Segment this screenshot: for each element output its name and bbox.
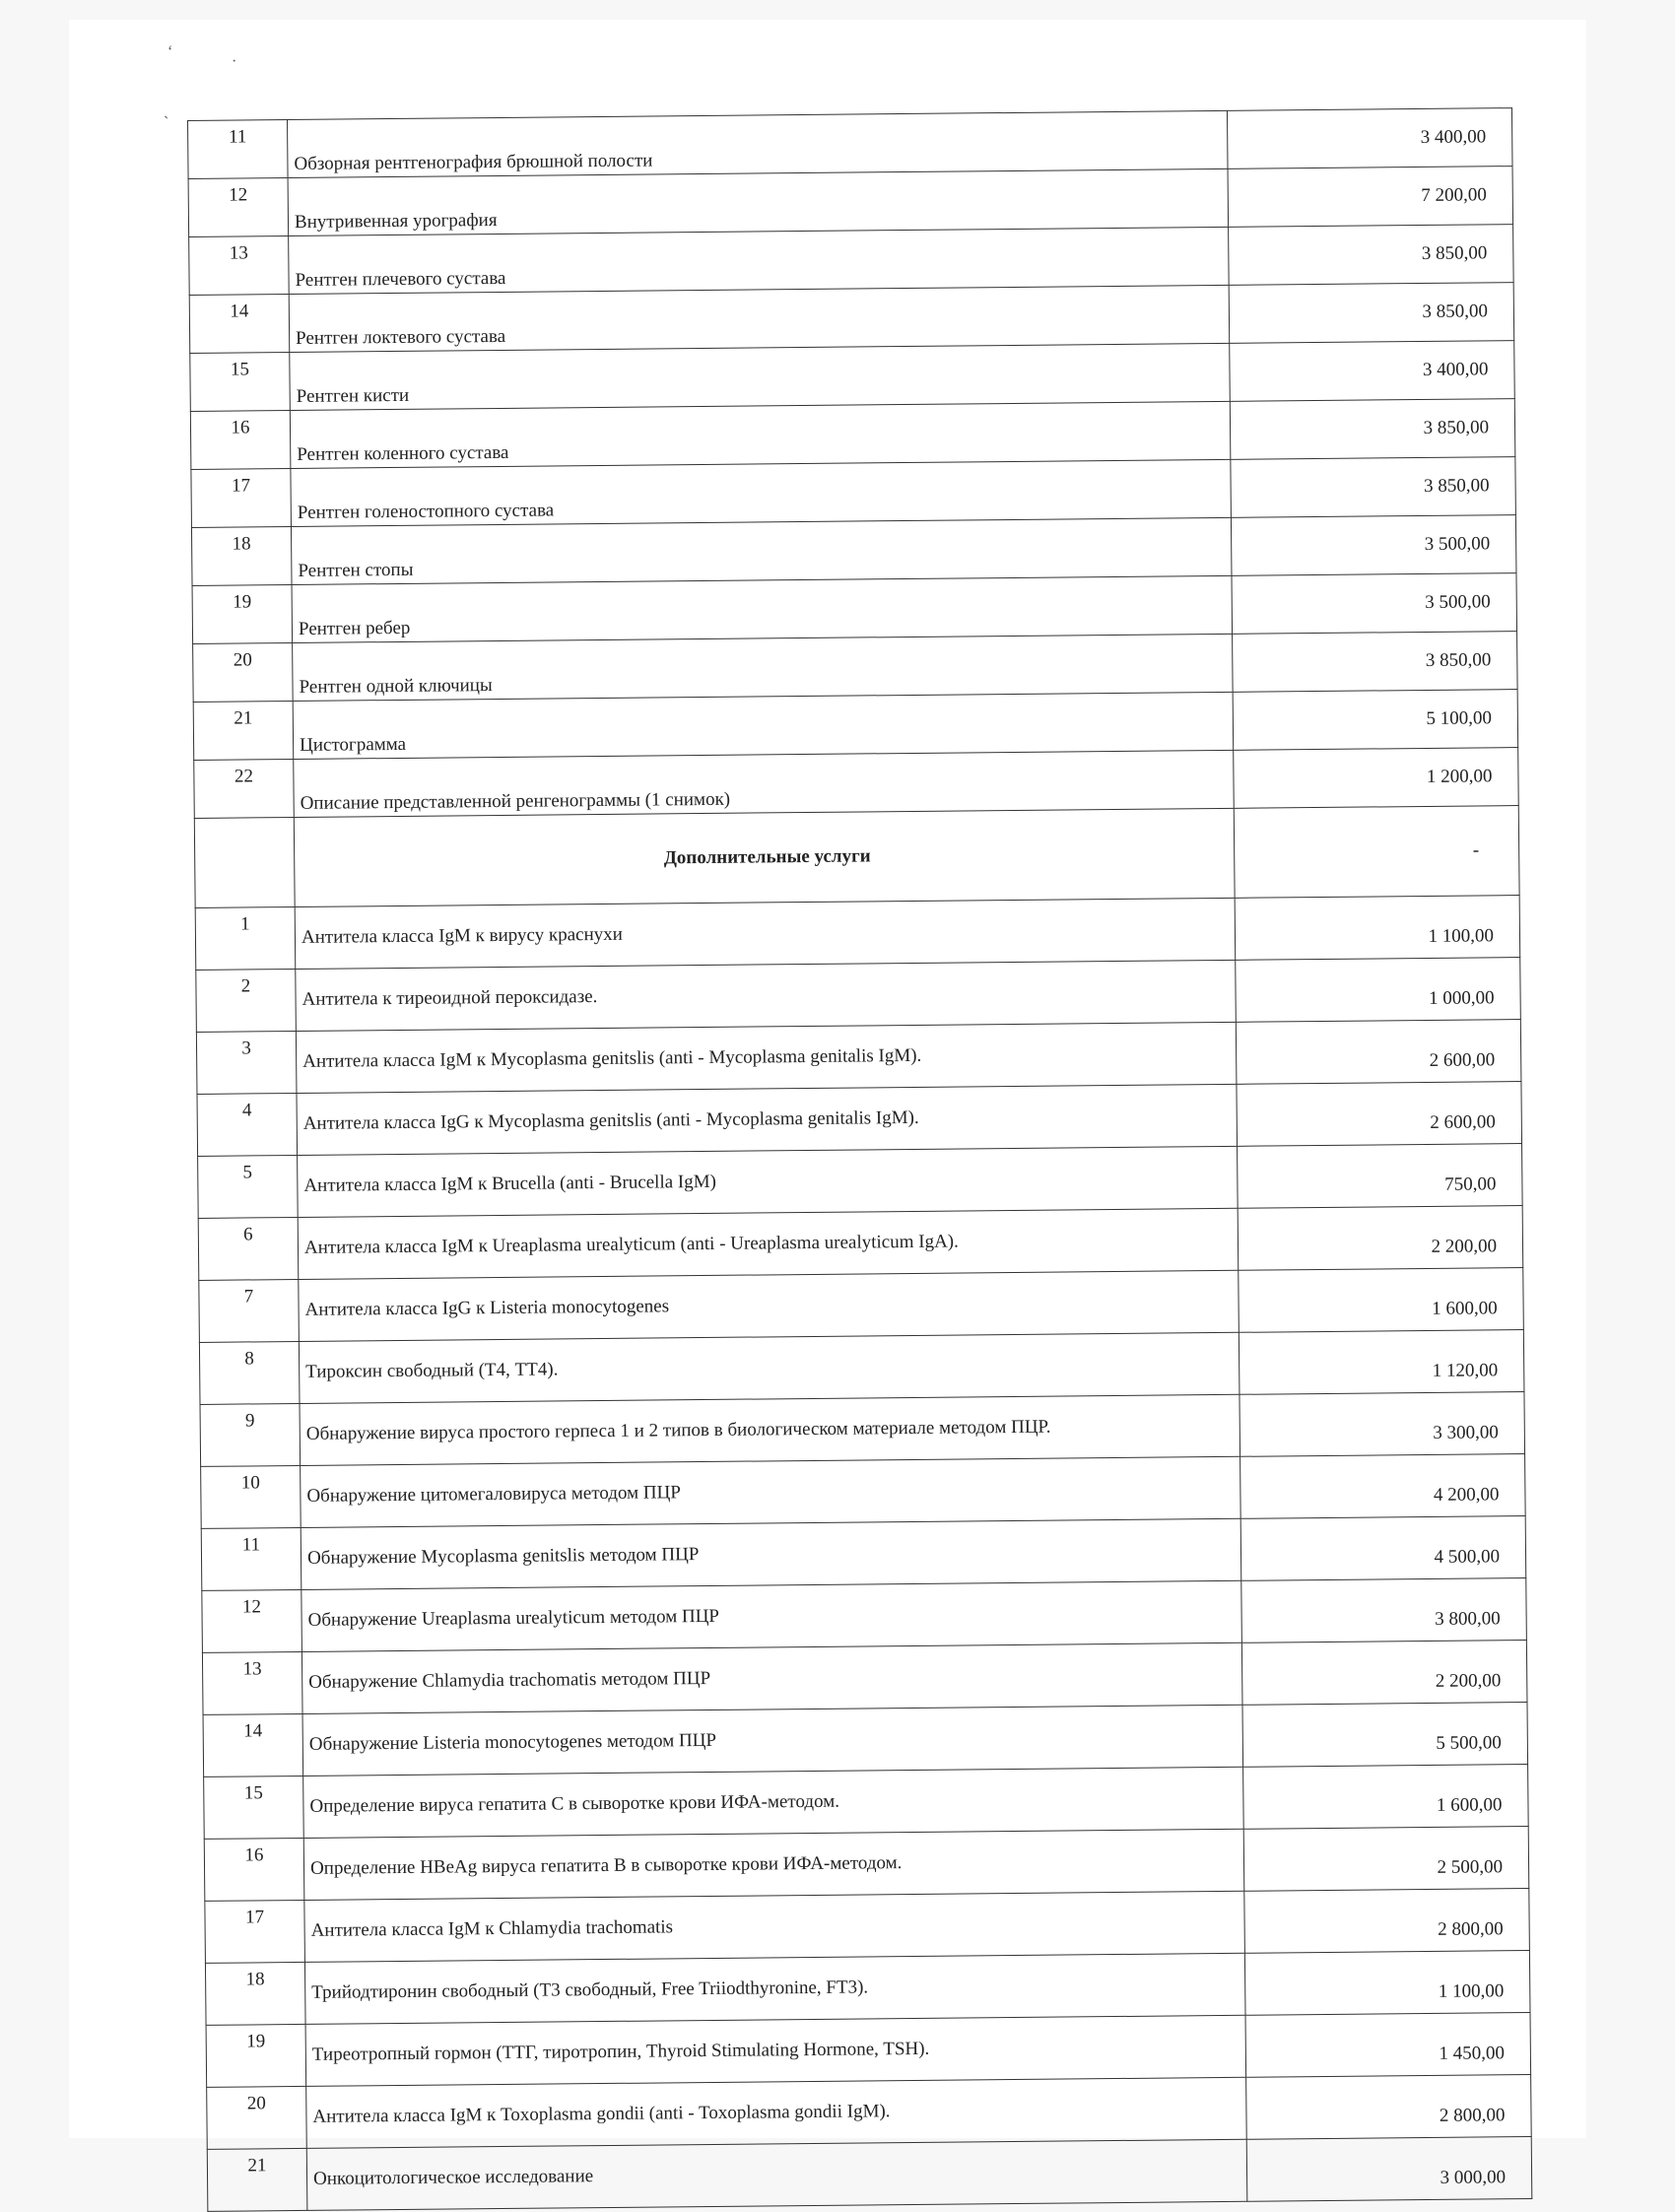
row-number: 4	[197, 1093, 298, 1156]
row-number: 21	[193, 701, 294, 760]
row-number: 11	[188, 120, 289, 179]
row-number: 18	[205, 1962, 305, 2025]
service-name: Антитела класса IgM к Chlamydia trachomatis	[304, 1891, 1245, 1962]
service-name: Антитела класса IgG к Mycoplasma genitslis (anti - Mycoplasma genitalis IgM).	[297, 1084, 1238, 1155]
row-number: 16	[190, 411, 291, 470]
service-name: Рентген одной ключицы	[293, 634, 1234, 701]
service-price: 1 600,00	[1239, 1268, 1524, 1333]
row-number: 5	[198, 1155, 299, 1218]
service-name: Антитела класса IgM к Brucella (anti - Brucella IgM)	[298, 1146, 1239, 1217]
service-price: 1 100,00	[1235, 896, 1520, 961]
row-number: 21	[207, 2148, 307, 2211]
row-number: 20	[193, 643, 294, 703]
row-number: 14	[203, 1713, 303, 1776]
service-name: Антитела класса IgM к Mycoplasma genitslis (anti - Mycoplasma genitalis IgM).	[296, 1022, 1237, 1093]
service-price: 2 600,00	[1236, 1020, 1521, 1085]
row-number: 13	[189, 236, 290, 296]
service-price: 3 800,00	[1241, 1578, 1527, 1643]
row-number: 18	[191, 527, 292, 586]
service-price: 2 800,00	[1246, 2075, 1532, 2140]
service-name: Определение вируса гепатита С в сыворотке крови ИФА-методом.	[303, 1767, 1244, 1838]
row-number: 15	[190, 353, 291, 412]
service-price: 3 850,00	[1229, 225, 1514, 286]
section-title: Дополнительные услуги	[294, 808, 1235, 906]
service-price: 2 600,00	[1237, 1082, 1522, 1147]
empty-cell	[194, 817, 295, 907]
row-number: 17	[205, 1900, 305, 1963]
service-name: Внутривенная урография	[288, 168, 1229, 235]
service-price: 1 000,00	[1236, 958, 1521, 1023]
service-price: 3 850,00	[1231, 457, 1516, 518]
row-number: 14	[189, 295, 290, 354]
service-price: 3 000,00	[1246, 2136, 1532, 2201]
service-price: 3 300,00	[1240, 1392, 1525, 1457]
price-table	[187, 107, 1532, 2212]
row-number: 3	[196, 1031, 297, 1094]
service-price: 2 500,00	[1243, 1827, 1529, 1892]
service-price: 5 500,00	[1242, 1703, 1528, 1768]
service-price: 1 450,00	[1245, 2013, 1531, 2078]
service-name: Антитела класса IgM к вирусу краснухи	[295, 898, 1236, 969]
service-price: 3 850,00	[1229, 283, 1514, 344]
service-price: 2 800,00	[1244, 1889, 1530, 1954]
service-price: 2 200,00	[1238, 1206, 1523, 1271]
service-name: Обзорная рентгенография брюшной полости	[288, 110, 1229, 177]
row-number: 15	[204, 1776, 304, 1839]
scan-speck: ·	[232, 53, 237, 70]
price-table-body	[188, 108, 1532, 2212]
row-number: 9	[200, 1403, 301, 1466]
row-number: 12	[202, 1589, 302, 1652]
row-number: 12	[188, 178, 289, 237]
service-name: Онкоцитологическое исследование	[306, 2139, 1247, 2210]
service-price: 5 100,00	[1233, 690, 1518, 751]
row-number: 2	[196, 969, 297, 1032]
service-price: 1 120,00	[1239, 1330, 1524, 1395]
service-name: Тироксин свободный (Т4, ТТ4).	[299, 1332, 1240, 1403]
row-number: 7	[199, 1279, 300, 1342]
service-price: 4 200,00	[1240, 1454, 1526, 1519]
scan-speck: ˋ	[164, 114, 169, 131]
row-number: 16	[204, 1838, 304, 1901]
service-name: Трийодтиронин свободный (Т3 свободный, Free Triiodthyronine, FT3).	[304, 1953, 1245, 2024]
service-name: Цистограмма	[293, 692, 1234, 759]
service-price: 3 400,00	[1227, 108, 1512, 169]
row-number: 13	[202, 1651, 302, 1714]
service-name: Обнаружение Listeria monocytogenes методом ПЦР	[302, 1705, 1243, 1776]
service-name: Рентген стопы	[291, 517, 1232, 584]
service-name: Рентген локтевого сустава	[289, 285, 1230, 352]
service-price: 3 400,00	[1230, 341, 1515, 402]
row-number: 6	[198, 1217, 299, 1280]
table-row	[207, 2136, 1532, 2211]
row-number: 19	[192, 585, 293, 644]
service-name: Обнаружение Ureaplasma urealyticum методом ПЦР	[302, 1580, 1242, 1651]
row-number: 19	[206, 2024, 306, 2087]
section-header-row	[194, 806, 1519, 908]
service-name: Определение HBeAg вируса гепатита В в сыворотке крови ИФА-методом.	[303, 1829, 1244, 1900]
service-name: Обнаружение Chlamydia trachomatis методом ПЦР	[302, 1642, 1242, 1713]
row-number: 17	[191, 469, 292, 528]
service-name: Рентген ребер	[292, 575, 1233, 642]
service-price: 7 200,00	[1228, 167, 1513, 228]
service-name: Рентген кисти	[290, 343, 1231, 410]
service-price: 3 500,00	[1231, 515, 1516, 576]
service-name: Рентген голеностопного сустава	[291, 459, 1232, 526]
service-name: Описание представленной ренгенограммы (1 снимок)	[294, 750, 1235, 817]
service-price: 1 200,00	[1234, 748, 1519, 809]
service-name: Антитела класса IgM к Ureaplasma urealyticum (anti - Ureaplasma urealyticum IgA).	[298, 1208, 1239, 1279]
service-price: 4 500,00	[1240, 1516, 1526, 1581]
service-name: Обнаружение цитомегаловируса методом ПЦР	[301, 1456, 1241, 1527]
section-price: -	[1234, 806, 1519, 899]
service-name: Обнаружение вируса простого герпеса 1 и 2 типов в биологическом материале методом ПЦР.	[300, 1394, 1240, 1465]
service-name: Антитела к тиреоидной пероксидазе.	[296, 960, 1237, 1031]
row-number: 10	[201, 1465, 302, 1528]
service-price: 3 850,00	[1230, 399, 1515, 460]
service-name: Рентген плечевого сустава	[289, 227, 1230, 294]
service-name: Антитела класса IgG к Listeria monocytogenes	[299, 1270, 1240, 1341]
service-price: 1 100,00	[1244, 1951, 1530, 2016]
service-name: Тиреотропный гормон (ТТГ, тиротропин, Thyroid Stimulating Hormone, TSH).	[305, 2015, 1246, 2086]
service-name: Антитела класса IgM к Toxoplasma gondii (anti - Toxoplasma gondii IgM).	[306, 2077, 1247, 2148]
scan-speck: ‘	[168, 43, 173, 60]
service-price: 3 500,00	[1232, 573, 1517, 635]
row-number: 1	[195, 906, 296, 970]
row-number: 11	[201, 1527, 302, 1590]
row-number: 8	[199, 1341, 300, 1404]
service-price: 2 200,00	[1241, 1641, 1527, 1706]
row-number: 20	[207, 2086, 307, 2149]
row-number: 22	[194, 759, 295, 818]
service-name: Обнаружение Mycoplasma genitslis методом ПЦР	[301, 1518, 1241, 1589]
service-name: Рентген коленного сустава	[290, 401, 1231, 468]
service-price: 3 850,00	[1233, 632, 1518, 693]
service-price: 750,00	[1238, 1144, 1523, 1209]
service-price: 1 600,00	[1243, 1765, 1529, 1830]
